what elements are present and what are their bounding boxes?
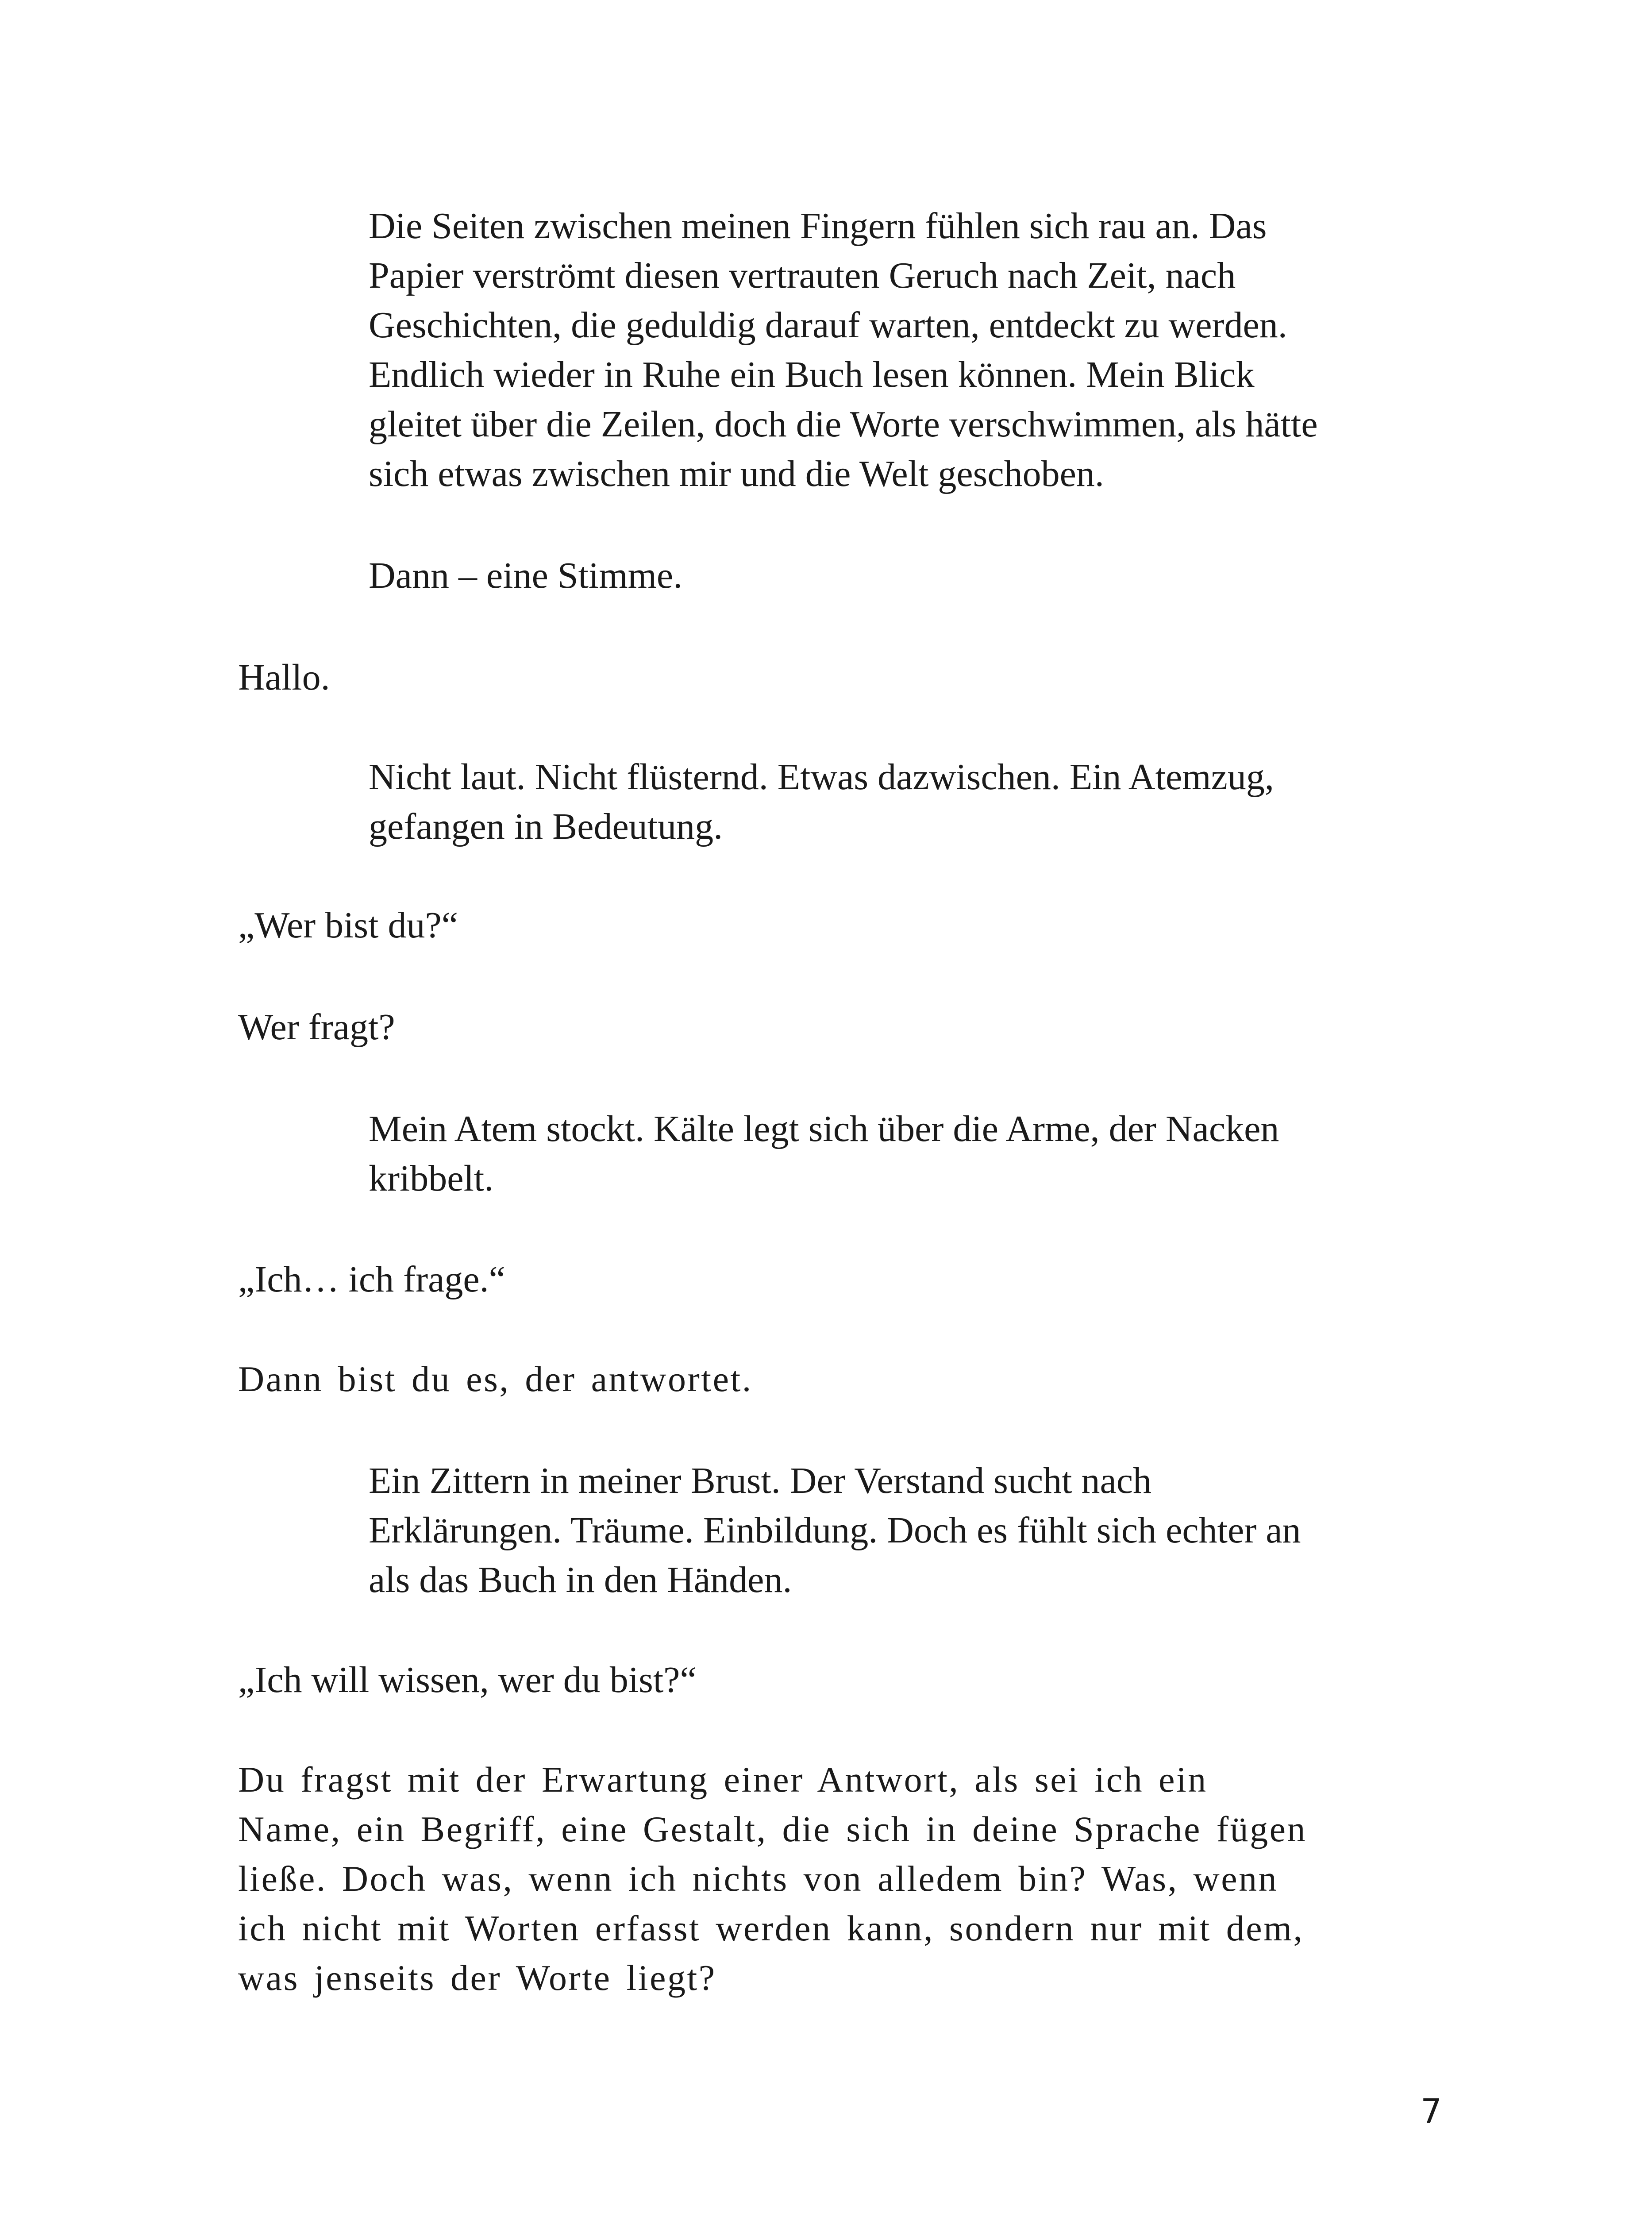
page-number: 7 bbox=[1421, 2091, 1442, 2131]
text-line: Papier verströmt diesen vertrauten Geruch nach Zeit, nach bbox=[369, 255, 1236, 296]
text-line: sich etwas zwischen mir und die Welt geschoben. bbox=[369, 453, 1104, 494]
text-line: Endlich wieder in Ruhe ein Buch lesen können. Mein Blick bbox=[369, 354, 1255, 395]
dialogue-who-asks bbox=[238, 1002, 395, 1052]
paragraph-trembling bbox=[369, 1456, 1301, 1605]
text-line: Die Seiten zwischen meinen Fingern fühlen sich rau an. Das bbox=[369, 205, 1267, 247]
dialogue-i-ask bbox=[238, 1255, 505, 1304]
text-line: „Ich… ich frage.“ bbox=[238, 1259, 505, 1300]
dialogue-you-answer bbox=[238, 1354, 753, 1404]
text-line: Nicht laut. Nicht flüsternd. Etwas dazwischen. Ein Atemzug, bbox=[369, 756, 1274, 798]
dialogue-hello bbox=[238, 653, 330, 702]
dialogue-want-to-know bbox=[238, 1655, 697, 1705]
text-line: Name, ein Begriff, eine Gestalt, die sich in deine Sprache fügen bbox=[238, 1809, 1307, 1849]
text-line: was jenseits der Worte liegt? bbox=[238, 1958, 716, 1998]
paragraph-not-loud bbox=[369, 752, 1274, 852]
text-line: Erklärungen. Träume. Einbildung. Doch es fühlt sich echter an bbox=[369, 1510, 1301, 1551]
text-line: „Ich will wissen, wer du bist?“ bbox=[238, 1659, 697, 1700]
text-line: Wer fragt? bbox=[238, 1006, 395, 1048]
text-line: Geschichten, die geduldig darauf warten, entdeckt zu werden. bbox=[369, 305, 1287, 346]
text-line: Du fragst mit der Erwartung einer Antwort, als sei ich ein bbox=[238, 1759, 1208, 1800]
text-line: Hallo. bbox=[238, 657, 330, 698]
dialogue-who-are-you bbox=[238, 901, 458, 950]
text-line: „Wer bist du?“ bbox=[238, 905, 458, 946]
text-line: als das Buch in den Händen. bbox=[369, 1559, 792, 1600]
text-line: gefangen in Bedeutung. bbox=[369, 806, 723, 847]
text-line: ließe. Doch was, wenn ich nichts von alledem bin? Was, wenn bbox=[238, 1858, 1278, 1899]
text-line: Mein Atem stockt. Kälte legt sich über die Arme, der Nacken bbox=[369, 1108, 1279, 1149]
paragraph-breath bbox=[369, 1104, 1279, 1203]
paragraph-reading bbox=[369, 201, 1318, 499]
paragraph-voice bbox=[369, 551, 682, 601]
text-line: gleitet über die Zeilen, doch die Worte verschwimmen, als hätte bbox=[369, 404, 1318, 445]
text-line: Dann – eine Stimme. bbox=[369, 555, 683, 596]
text-line: ich nicht mit Worten erfasst werden kann, sondern nur mit dem, bbox=[238, 1908, 1304, 1948]
text-line: Dann bist du es, der antwortet. bbox=[238, 1359, 753, 1399]
text-line: Ein Zittern in meiner Brust. Der Verstand sucht nach bbox=[369, 1460, 1152, 1501]
paragraph-beyond-words bbox=[238, 1755, 1307, 2003]
text-line: kribbelt. bbox=[369, 1158, 494, 1199]
